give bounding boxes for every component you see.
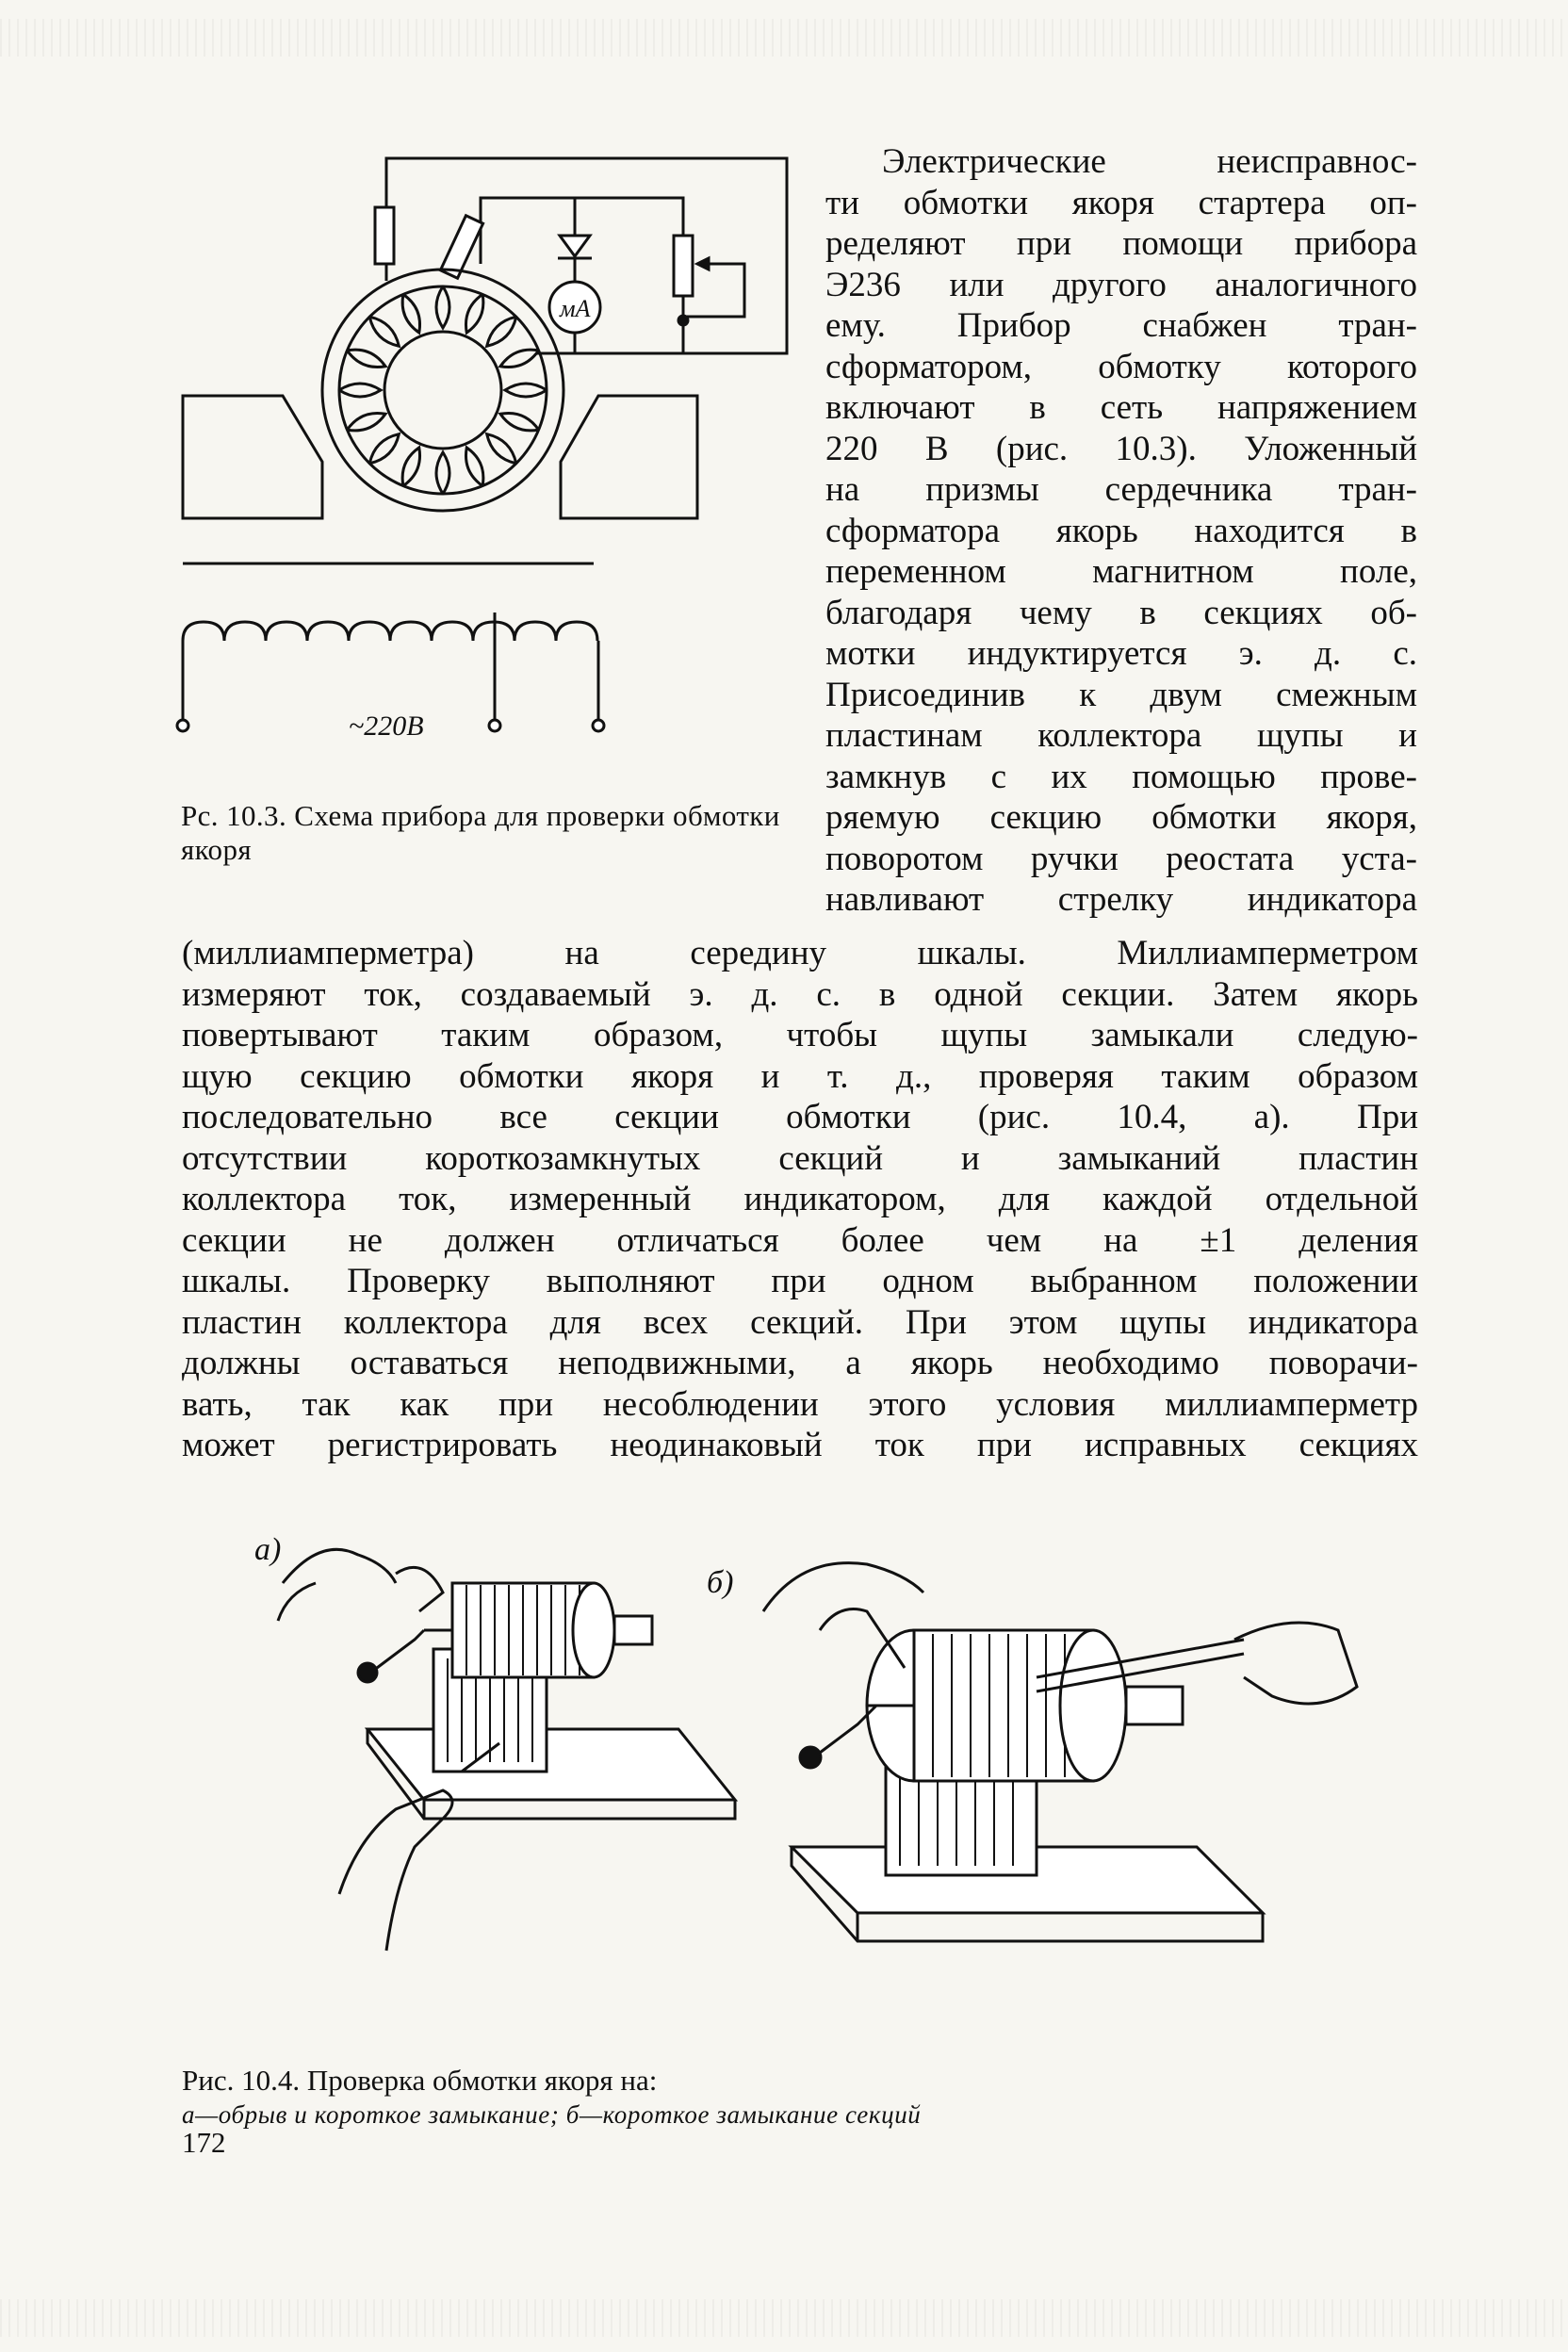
text-line: повертывают таким образом, чтобы щупы замыкали следую-: [182, 1016, 1418, 1054]
scan-noise-top: [0, 19, 1568, 57]
text-line: вать, так как при несоблюдении этого условия миллиамперметр: [182, 1384, 1418, 1424]
text-line: включают в сеть напряжением: [825, 388, 1417, 427]
text-line: сформатора якорь находится в: [825, 511, 1417, 550]
text-line: поворотом ручки реостата уста-: [825, 839, 1417, 878]
text-line: последовательно все секции обмотки (рис. 10.4, а). При: [182, 1098, 1418, 1136]
text-line: Присоединив к двум смежным: [825, 675, 1417, 714]
voltage-label: ~220В: [349, 710, 424, 742]
text-line: Электрические неисправнос-: [882, 142, 1417, 181]
text-line: ряемую секцию обмотки якоря,: [825, 798, 1417, 837]
text-line: благодаря чему в секциях об-: [825, 593, 1417, 632]
figure-label-b: б): [707, 1565, 734, 1600]
full-width-text: [182, 933, 1418, 1466]
text-line: должны оставаться неподвижными, а якорь необходимо поворачи-: [182, 1344, 1418, 1382]
text-line: ределяют при помощи прибора: [825, 224, 1417, 263]
text-line: может регистрировать неодинаковый ток при исправных секциях: [182, 1426, 1418, 1464]
text-line: на призмы сердечника тран-: [825, 470, 1417, 509]
figure-10-3-caption: Рс. 10.3. Схема прибора для проверки обмотки якоря: [181, 799, 780, 866]
text-line: навливают стрелку индикатора: [825, 880, 1417, 919]
page-number: 172: [182, 2126, 226, 2159]
text-line: переменном магнитном поле,: [825, 552, 1417, 591]
figure-10-3-schematic: [170, 141, 810, 763]
text-line: ему. Прибор снабжен тран-: [825, 306, 1417, 345]
text-line: пластинам коллектора щупы и: [825, 716, 1417, 755]
scan-noise-bottom: [0, 2299, 1568, 2337]
device-a-drawing: [278, 1549, 735, 1951]
figure-label-a: а): [254, 1532, 282, 1567]
text-line: шкалы. Проверку выполняют при одном выбранном положении: [182, 1262, 1418, 1300]
text-line: коллектора ток, измеренный индикатором, для каждой отдельной: [182, 1180, 1418, 1218]
figure-10-4-caption: [182, 2064, 1313, 2132]
text-line: секции не должен отличаться более чем на ±1 деления: [182, 1220, 1418, 1260]
text-line: сформатором, обмотку которого: [825, 347, 1417, 386]
text-line: пластин коллектора для всех секций. При этом щупы индикатора: [182, 1302, 1418, 1342]
text-line: отсутствии короткозамкнутых секций и замыканий пластин: [182, 1138, 1418, 1178]
figure-10-4-illustration: [236, 1517, 1413, 2045]
text-line: (миллиамперметра) на середину шкалы. Миллиамперметром: [182, 934, 1418, 972]
milliammeter-label: мА: [560, 295, 591, 322]
text-line: измеряют ток, создаваемый э. д. с. в одной секции. Затем якорь: [182, 974, 1418, 1014]
text-line: щую секцию обмотки якоря и т. д., проверяя таким образом: [182, 1056, 1418, 1096]
text-line: мотки индуктируется э. д. с.: [825, 634, 1417, 673]
right-column-text: [825, 141, 1417, 921]
text-line: ти обмотки якоря стартера оп-: [825, 183, 1417, 222]
text-line: замкнув с их помощью прове-: [825, 757, 1417, 796]
device-b-drawing: [763, 1563, 1357, 1941]
figure-10-4-caption-title: Рис. 10.4. Проверка обмотки якоря на:: [182, 2064, 658, 2097]
text-line: 220 В (рис. 10.3). Уложенный: [825, 429, 1417, 468]
text-line: Э236 или другого аналогичного: [825, 265, 1417, 304]
figure-10-4-caption-sub: а—обрыв и короткое замыкание; б—короткое замыкание секций: [182, 2100, 922, 2129]
